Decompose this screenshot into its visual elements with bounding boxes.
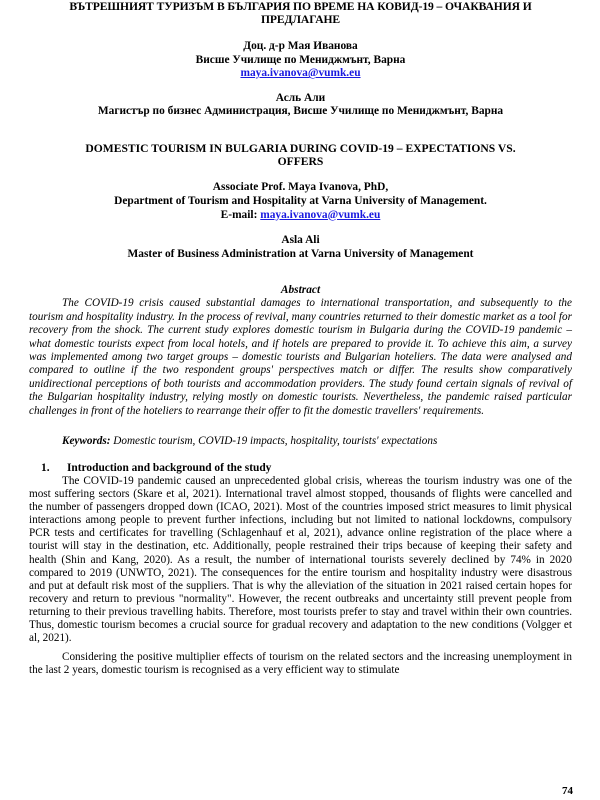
keywords-line bbox=[29, 434, 572, 448]
bulgarian-author-name-2: Асль Али bbox=[275, 91, 326, 104]
english-author-block-2 bbox=[29, 234, 572, 261]
bulgarian-title: ВЪТРЕШНИЯТ ТУРИЗЪМ В БЪЛГАРИЯ ПО ВРЕМЕ НА КОВИД-19 – ОЧАКВАНИЯ И ПРЕДЛАГАНЕ bbox=[69, 0, 532, 26]
bulgarian-author-affiliation-1: Висше Училище по Мениджмънт, Варна bbox=[195, 53, 406, 66]
page-number: 74 bbox=[562, 785, 573, 797]
english-author-name-2: Asla Ali bbox=[281, 234, 320, 247]
english-email-label: E-mail: bbox=[220, 208, 258, 221]
keywords-text: Domestic tourism, COVID-19 impacts, hospitality, tourists' expectations bbox=[113, 435, 438, 447]
english-author-affiliation-2: Master of Business Administration at Varna University of Management bbox=[127, 247, 474, 260]
english-title: DOMESTIC TOURISM IN BULGARIA DURING COVID-19 – EXPECTATIONS VS. OFFERS bbox=[85, 141, 516, 169]
abstract-text: The COVID-19 crisis caused substantial damages to international transportation, and subsequently to the tourism and hospitality industry. In the process of revival, many countries returned to their domestic market as a tool for recovery from the shock. The current study explores domestic tourism in Bulgaria during the COVID-19 pandemic – what domestic tourists expect from local hotels, and if hotels are prepared to provide it. To achieve this aim, a survey was implemented among two target groups – domestic tourists and Bulgarian hoteliers. The data were analysed and compared to outline if the two respondent groups' perspectives match or differ. The results show comparatively unidirectional perceptions of both tourists and accommodation providers. The study found certain signals of revival of the Bulgarian hospitality industry, relying mostly on domestic tourists. Nevertheless, the pandemic raised particular challenges in front of the hoteliers to rearrange their offer to fit the domestic travellers' requirements. bbox=[29, 297, 572, 417]
bulgarian-author-block-2 bbox=[29, 92, 572, 119]
bulgarian-author-email-link[interactable]: maya.ivanova@vumk.eu bbox=[240, 67, 361, 80]
body-paragraph-1: The COVID-19 pandemic caused an unprecedented global crisis, whereas the tourism industry was one of the most suffering sectors (Skare et al, 2021). International travel almost stopped, thousands of flights were cancelled and the number of passengers dropped down (ICAO, 2021). Most of the countries imposed strict measures to limit physical interactions among people to prevent further infections, including but not limited to national lockdowns, compulsory PCR tests and certificates for travelling (Schlagenhauf et al, 2021), advance online registration of the place where a tourist will stay in the destination, etc. Additionally, people restrained their trips because of keeping their safety and health (Shin and Kang, 2020). As a result, the number of international tourists severely declined by 74% in 2020 compared to 2019 (UNWTO, 2021). The consequences for the entire tourism and hospitality industry were disastrous and put at default risk most of the suppliers. That is why the alleviation of the situation in 2021 raised certain hopes for recovery and return to previous "normality". However, the recent outbreaks and uncertainty still prevent people from returning to their previous travelling habits. Therefore, most tourists prefer to stay and travel within their own countries. Thus, domestic tourism becomes a crucial source for gradual recovery and adaptation to the new conditions (Volgger et al, 2021). bbox=[29, 475, 572, 645]
english-author-name-1: Associate Prof. Maya Ivanova, PhD, bbox=[212, 181, 389, 194]
bulgarian-author-name-1: Доц. д-р Мая Иванова bbox=[243, 40, 358, 52]
section-number: 1. bbox=[41, 462, 50, 474]
section-heading bbox=[29, 461, 572, 475]
english-author-affiliation-1: Department of Tourism and Hospitality at Varna University of Management. bbox=[114, 194, 487, 207]
keywords-label: Keywords: bbox=[62, 435, 111, 447]
body-paragraph-2: Considering the positive multiplier effects of tourism on the related sectors and the increasing unemployment in the last 2 years, domestic tourism is recognised as a very efficient way to stimulate bbox=[29, 651, 572, 677]
bulgarian-author-affiliation-2: Магистър по бизнес Администрация, Висше Училище по Мениджмънт, Варна bbox=[97, 105, 504, 118]
english-author-email-link[interactable]: maya.ivanova@vumk.eu bbox=[260, 208, 381, 221]
english-author-block-1 bbox=[29, 181, 572, 222]
abstract-heading: Abstract bbox=[280, 284, 321, 297]
section-title: Introduction and background of the study bbox=[67, 462, 272, 474]
bulgarian-author-block-1 bbox=[29, 40, 572, 81]
